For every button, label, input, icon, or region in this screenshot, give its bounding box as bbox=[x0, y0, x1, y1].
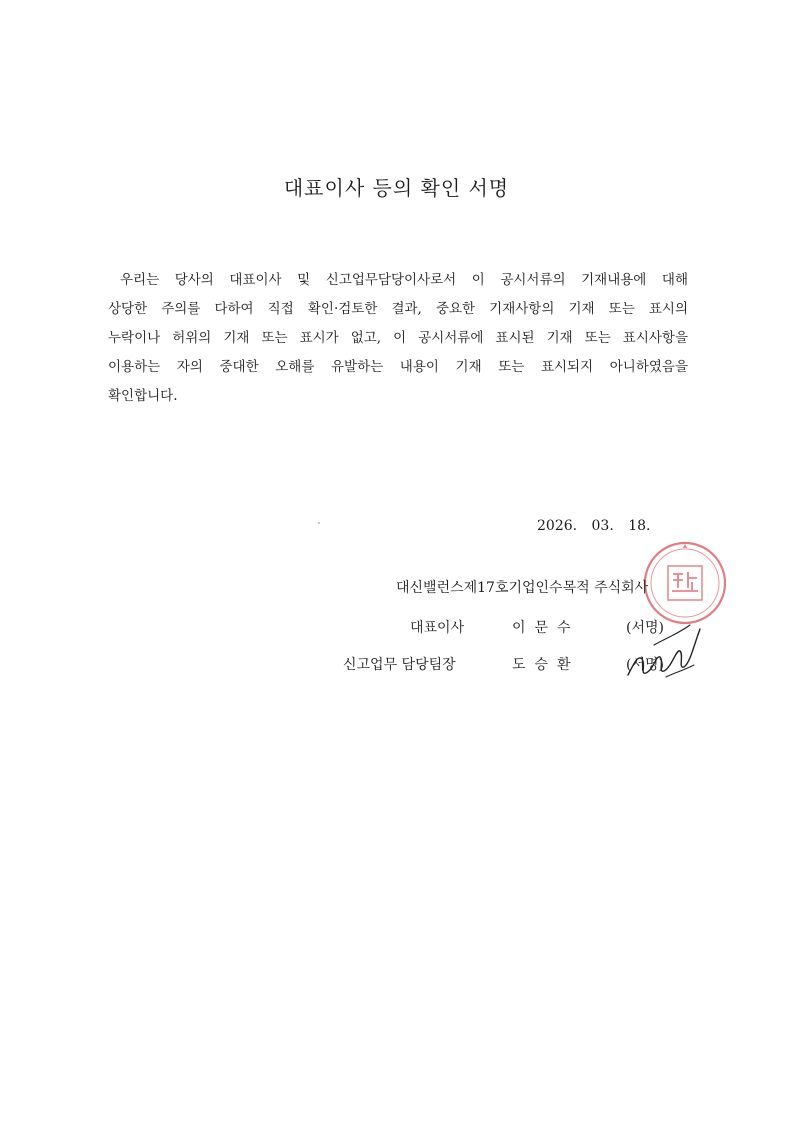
statement-line-5: 확인합니다. bbox=[108, 388, 178, 404]
company-name: 대신밸런스제17호기업인수목적 주식회사 bbox=[396, 580, 649, 596]
signature-label: (서명) bbox=[626, 620, 664, 636]
scan-speck bbox=[318, 522, 320, 524]
handwritten-signature bbox=[624, 615, 704, 685]
signatory-name: 도승환 bbox=[512, 657, 580, 673]
signature-label: (서명) bbox=[626, 657, 664, 673]
document-title: 대표이사 등의 확인 서명 bbox=[283, 176, 510, 200]
statement-line-2: 상당한 주의를 다하여 직접 확인·검토한 결과, 중요한 기재사항의 기재 또는 표시의 bbox=[108, 301, 688, 317]
statement-line-3: 누락이나 허위의 기재 또는 표시가 없고, 이 공시서류에 표시된 기재 또는 표시사항을 bbox=[108, 330, 688, 346]
statement-line-1: 우리는 당사의 대표이사 및 신고업무담당이사로서 이 공시서류의 기재내용에 대해 bbox=[120, 272, 688, 288]
signatory-role: 신고업무 담당팀장 bbox=[343, 657, 456, 673]
signing-date: 2026. 03. 18. bbox=[537, 518, 651, 534]
statement-line-4: 이용하는 자의 중대한 오해를 유발하는 내용이 기재 또는 표시되지 아니하였음을 bbox=[108, 359, 688, 375]
signatory-role: 대표이사 bbox=[410, 620, 465, 636]
confirmation-statement bbox=[108, 266, 688, 411]
signatory-name: 이문수 bbox=[512, 620, 580, 636]
